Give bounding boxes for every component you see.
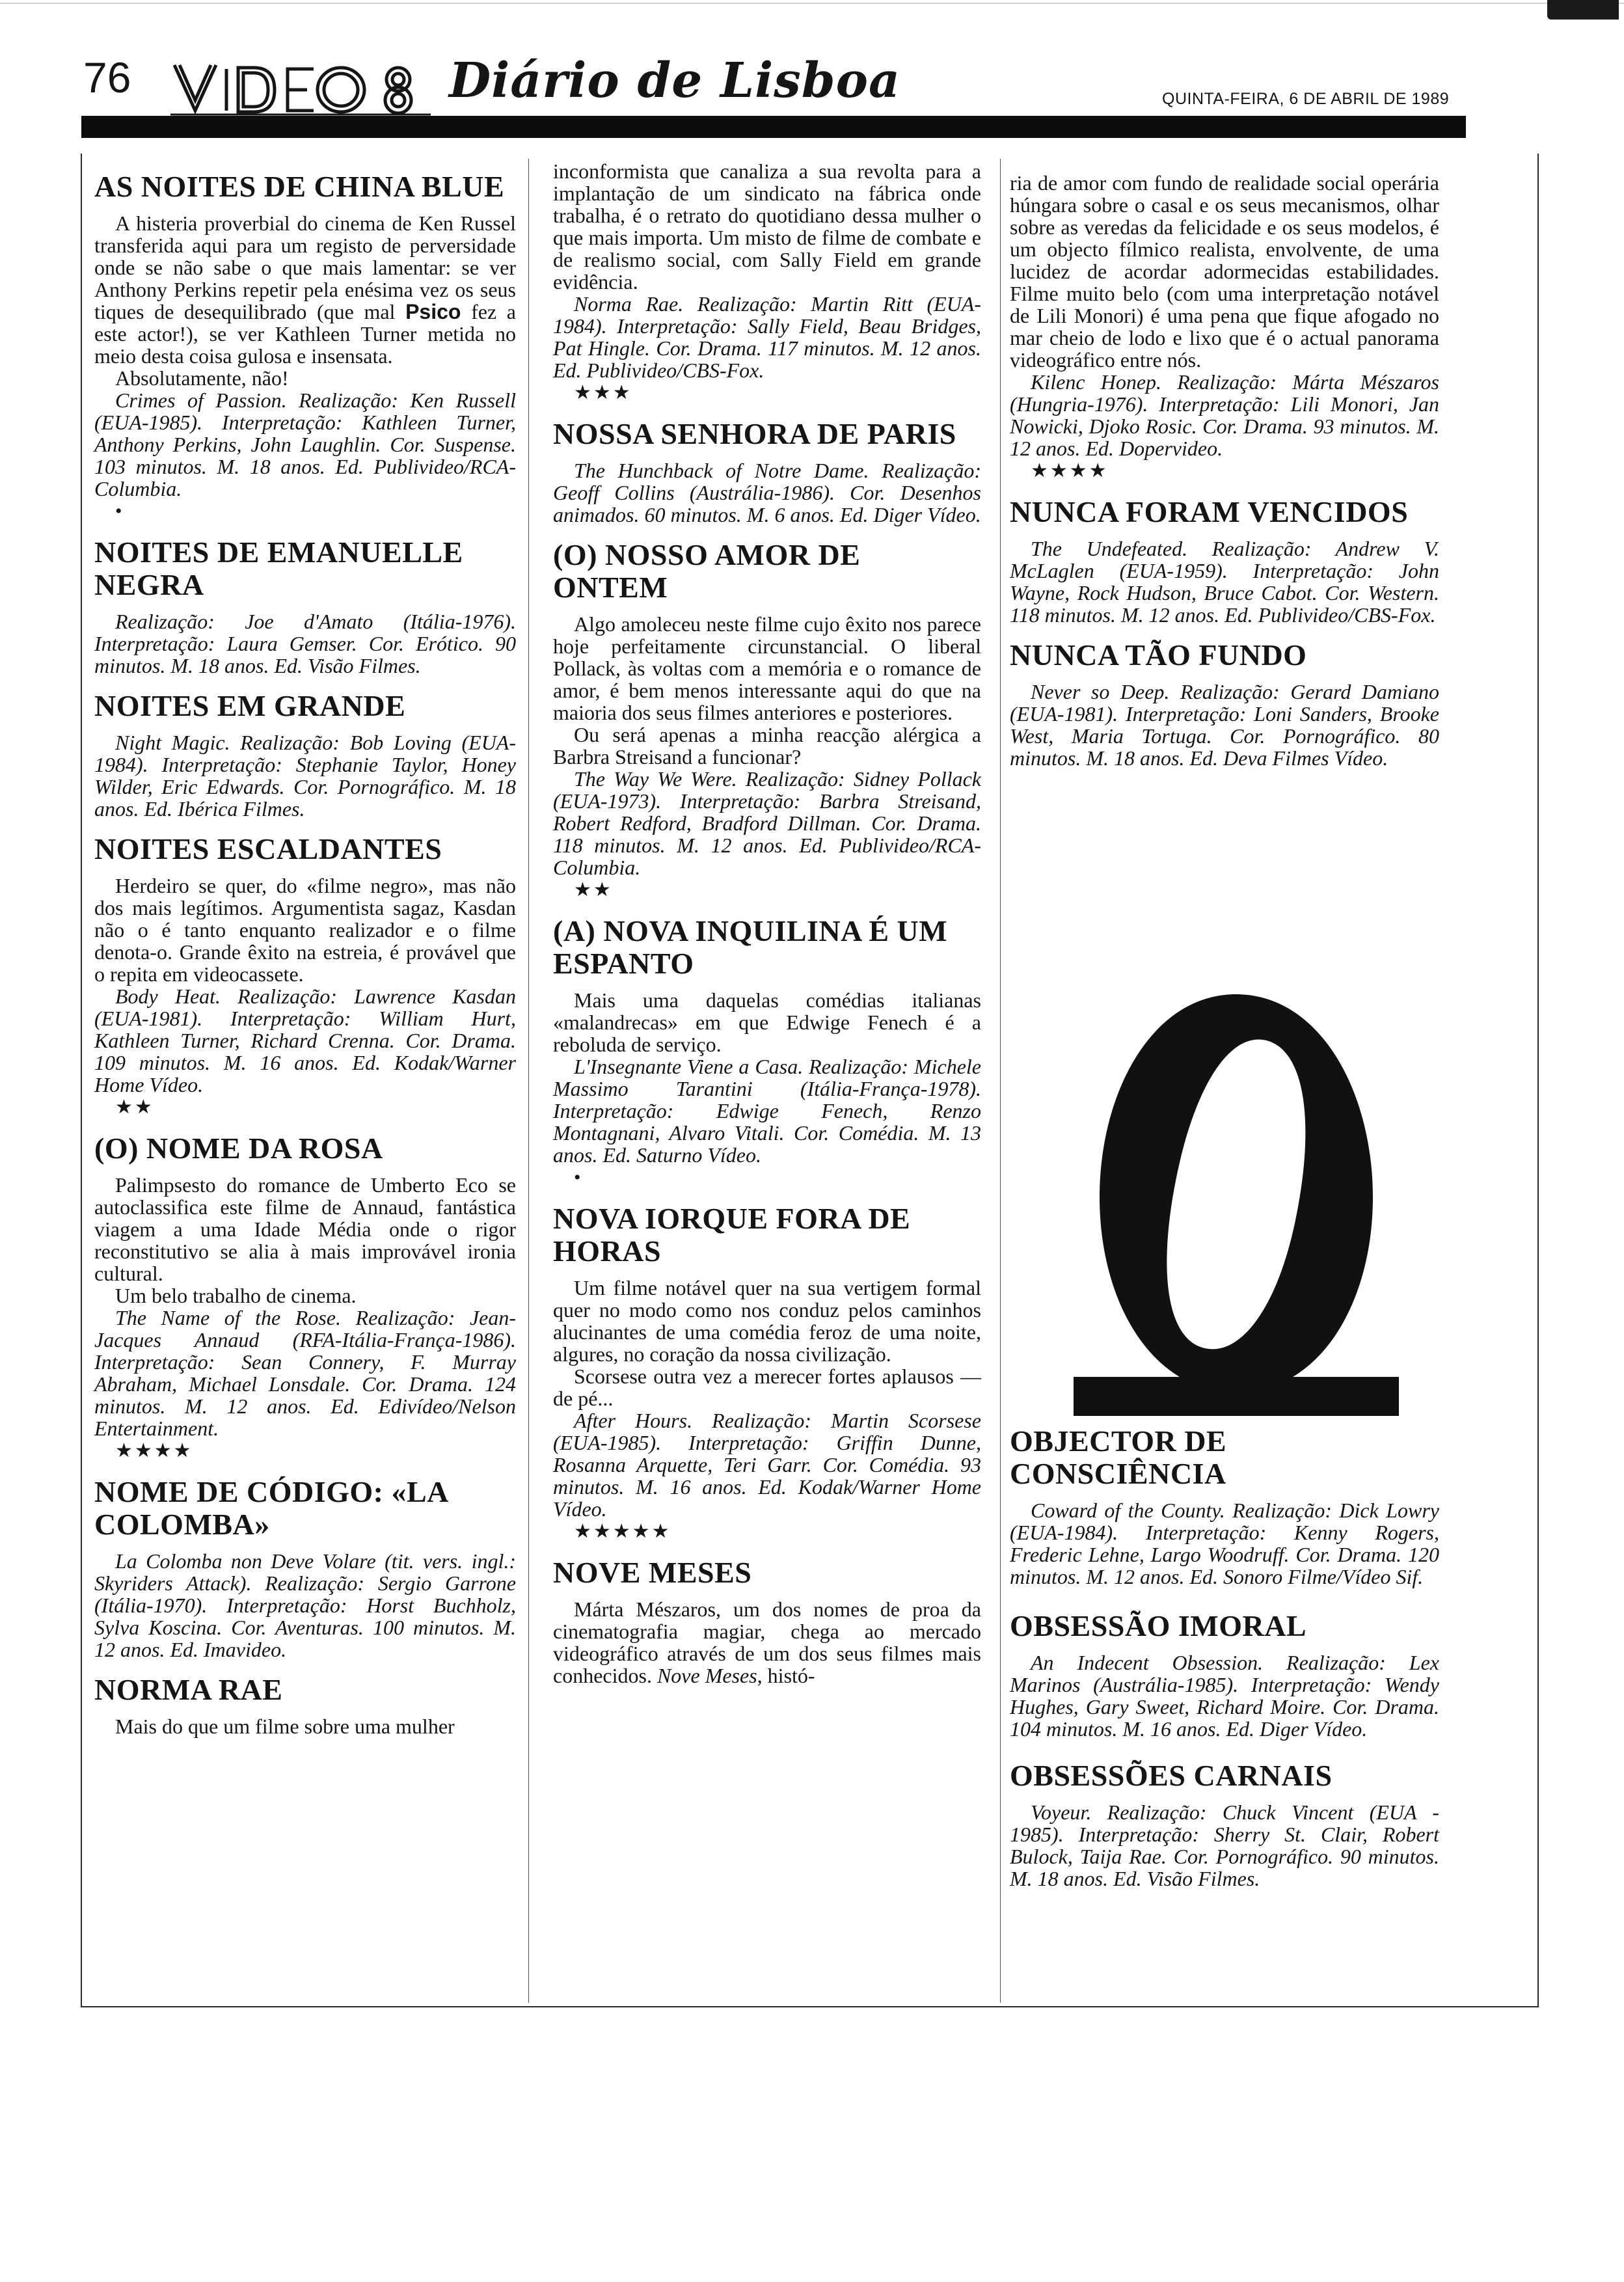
entry-credits: The Name of the Rose. Realização: Jean-Jacques Annaud (RFA-Itália-França-1986). Interpretação: Sean Connery, F. Murray Abraham, Michael Lonsdale. Cor. Drama. 124 minutos. M. 12 anos. Ed. Edivídeo/Nelson Entertainment. <box>94 1306 516 1440</box>
column-1 <box>94 170 516 1737</box>
frame-left <box>81 154 82 2007</box>
entry-review: Herdeiro se quer, do «filme negro», mas não dos mais legítimos. Argumentista sagaz, Kasdan não o é tanto enquanto realizador e o filme denota-o. Grande êxito na estreia, é provável que o repita em videocassete. <box>94 874 516 986</box>
entry-credits: Realização: Joe d'Amato (Itália-1976). Interpretação: Laura Gemser. Cor. Erótico. 90 minutos. M. 18 anos. Ed. Visão Filmes. <box>94 610 516 677</box>
entry-credits: After Hours. Realização: Martin Scorsese (EUA-1985). Interpretação: Griffin Dunne, Rosanna Arquette, Teri Garr. Cor. Comédia. 93 minutos. M. 16 anos. Ed. Kodak/Warner Home Vídeo. <box>553 1409 981 1521</box>
entry-review: Márta Mészaros, um dos nomes de proa da cinematografia magiar, chega ao mercado videográfico através de um dos seus filmes mais conhecidos. Nove Meses, histó- <box>553 1597 981 1687</box>
entry-title: NUNCA TÃO FUNDO <box>1010 638 1307 672</box>
entry-rating: ★★★ <box>574 382 632 403</box>
entry-rating: ★★ <box>574 879 613 901</box>
column-3 <box>1010 172 1439 769</box>
entry-title: NOITES ESCALDANTES <box>94 832 442 865</box>
entry-credits: Norma Rae. Realização: Martin Ritt (EUA-1984). Interpretação: Sally Field, Beau Bridges, Pat Hingle. Cor. Drama. 117 minutos. M. 12 anos. Ed. Publivideo/CBS-Fox. <box>553 292 981 382</box>
entry-title: NUNCA FORAM VENCIDOS <box>1010 495 1409 528</box>
entry-credits: L'Insegnante Viene a Casa. Realização: Michele Massimo Tarantini (Itália-França-1978). Interpretação: Edwige Fenech, Renzo Montagnani, Alvaro Vitali. Cor. Comédia. M. 13 anos. Ed. Saturno Vídeo. <box>553 1055 981 1167</box>
entry-review: Mais do que um filme sobre uma mulher <box>115 1715 455 1738</box>
entry-title: (O) NOME DA ROSA <box>94 1132 383 1165</box>
issue-date: QUINTA-FEIRA, 6 DE ABRIL DE 1989 <box>1162 90 1450 108</box>
entry-title: NOVE MESES <box>553 1556 752 1589</box>
entry-review: Algo amoleceu neste filme cujo êxito nos parece hoje perfeitamente circunstancial. O liberal Pollack, às voltas com a memória e o romance de amor, é bem menos interessante aqui do que na maioria dos seus filmes anteriores e posteriores. <box>553 612 981 724</box>
corner-binding-mark <box>1547 0 1619 20</box>
entry-credits: The Way We Were. Realização: Sidney Pollack (EUA-1973). Interpretação: Barbra Streisand, Robert Redford, Bradford Dillman. Cor. Drama. 118 minutos. M. 12 anos. Ed. Publivideo/RCA-Columbia. <box>553 767 981 879</box>
masthead: Diário de Lisboa <box>449 53 900 109</box>
entry-review-continued: ria de amor com fundo de realidade social operária húngara sobre o casal e os seus mecanismos, olhar sobre as veredas da felicidade e os seus modelos, é um objecto fílmico realista, envolvente, de uma lucidez de acordar adormecidas estabilidades. Filme muito belo (com uma interpretação notável de Lili Monori) é uma pena que fique afogado no mar cheio de lodo e lixo que é o actual panorama videográfico entre nós. <box>1010 171 1439 372</box>
entry-title: NOVA IORQUE FORA DE HORAS <box>553 1202 911 1268</box>
header-rule <box>81 116 1466 138</box>
entry-credits: The Undefeated. Realização: Andrew V. McLaglen (EUA-1959). Interpretação: John Wayne, Rock Hudson, Bruce Cabot. Cor. Western. 118 minutos. M. 12 anos. Ed. Publivideo/CBS-Fox. <box>1010 537 1439 627</box>
entry-credits: Kilenc Honep. Realização: Márta Mészaros (Hungria-1976). Interpretação: Lili Monori, Jan Nowicki, Djoko Rosic. Cor. Drama. 93 minutos. M. 12 anos. Ed. Dopervideo. <box>1010 370 1439 460</box>
entry-review-continued: inconformista que canaliza a sua revolta para a implantação de um sindicato na fábrica onde trabalha, é o retrato do quotidiano dessa mulher o que mais importa. Um misto de filme de combate e de realismo social, com Sally Field em grande evidência. <box>553 159 981 293</box>
entry-rating: ★★★★★ <box>574 1521 671 1542</box>
entry-title: NOME DE CÓDIGO: «LA COLOMBA» <box>94 1475 448 1541</box>
entry-title: OBJECTOR DE CONSCIÊNCIA <box>1010 1424 1227 1490</box>
film-title-italic: Nove Meses, <box>656 1664 763 1687</box>
entry-credits: Crimes of Passion. Realização: Ken Russell (EUA-1985). Interpretação: Kathleen Turner, Anthony Perkins, John Laughlin. Cor. Suspense. 103 minutos. M. 18 anos. Ed. Publivideo/RCA-Columbia. <box>94 388 516 500</box>
column-rule <box>1000 159 1001 2003</box>
entry-title: OBSESSÕES CARNAIS <box>1010 1759 1333 1792</box>
page-number: 76 <box>83 53 131 102</box>
entry-review: Um belo trabalho de cinema. <box>115 1284 357 1307</box>
top-edge-line <box>0 3 1624 4</box>
entry-review: Scorsese outra vez a merecer fortes aplausos — de pé... <box>553 1365 981 1410</box>
entry-review: Ou será apenas a minha reacção alérgica a Barbra Streisand a funcionar? <box>553 723 981 768</box>
entry-credits: Night Magic. Realização: Bob Loving (EUA-1984). Interpretação: Stephanie Taylor, Honey Wilder, Eric Edwards. Cor. Pornográfico. M. 18 anos. Ed. Ibérica Filmes. <box>94 731 516 821</box>
entry-rating: • <box>115 500 124 522</box>
entry-rating: ★★ <box>115 1096 154 1118</box>
entry-credits: Coward of the County. Realização: Dick Lowry (EUA-1984). Interpretação: Kenny Rogers, Frederic Lehne, Largo Woodruff. Cor. Drama. 120 minutos. M. 12 anos. Ed. Sonoro Filme/Vídeo Sif. <box>1010 1499 1439 1588</box>
frame-right <box>1537 154 1539 2007</box>
column-rule <box>528 159 529 2003</box>
entry-rating: ★★★★ <box>1031 460 1109 482</box>
column-2 <box>553 160 981 1687</box>
entry-credits: Never so Deep. Realização: Gerard Damiano (EUA-1981). Interpretação: Loni Sanders, Brooke West, Maria Tortuga. Cor. Pornográfico. 80 minutos. M. 18 anos. Ed. Deva Filmes Vídeo. <box>1010 680 1439 770</box>
entry-title: NOITES EM GRANDE <box>94 689 406 722</box>
entry-title: AS NOITES DE CHINA BLUE <box>94 170 505 203</box>
entry-title: (A) NOVA INQUILINA É UM ESPANTO <box>553 914 948 980</box>
entry-review: Absolutamente, não! <box>115 366 289 390</box>
entry-title: NORMA RAE <box>94 1673 283 1706</box>
entry-credits: The Hunchback of Notre Dame. Realização: Geoff Collins (Austrália-1986). Cor. Desenhos animados. 60 minutos. M. 6 anos. Ed. Diger Vídeo. <box>553 459 981 526</box>
film-title-bold: Psico <box>405 300 461 323</box>
entry-credits: An Indecent Obsession. Realização: Lex Marinos (Austrália-1985). Interpretação: Wendy Hughes, Gary Sweet, Richard Moire. Cor. Drama. 104 minutos. M. 16 anos. Ed. Diger Vídeo. <box>1010 1651 1439 1741</box>
entry-title: NOITES DE EMANUELLE NEGRA <box>94 536 463 601</box>
entry-title: NOSSA SENHORA DE PARIS <box>553 417 956 450</box>
entry-rating: • <box>574 1167 583 1188</box>
frame-bottom <box>81 2006 1539 2007</box>
video-89-logo-icon <box>170 60 431 116</box>
letter-o-graphic-icon <box>1074 989 1399 1419</box>
entry-rating: ★★★★ <box>115 1440 193 1461</box>
entry-credits: La Colomba non Deve Volare (tit. vers. ingl.: Skyriders Attack). Realização: Sergio Garrone (Itália-1970). Interpretação: Horst Buchholz, Sylva Koscina. Cor. Aventuras. 100 minutos. M. 12 anos. Ed. Imavideo. <box>94 1549 516 1661</box>
entry-title: OBSESSÃO IMORAL <box>1010 1609 1307 1642</box>
entry-review: Palimpsesto do romance de Umberto Eco se autoclassifica este filme de Annaud, fantástica viagem a uma Idade Média onde o rigor reconstitutivo se alia à mais improvável ironia cultural. <box>94 1173 516 1285</box>
entry-title: (O) NOSSO AMOR DE ONTEM <box>553 538 861 604</box>
entry-review: Mais uma daquelas comédias italianas «malandrecas» em que Edwige Fenech é a reboluda de serviço. <box>553 988 981 1056</box>
column-3-lower <box>1010 1425 1439 1890</box>
entry-credits: Voyeur. Realização: Chuck Vincent (EUA - 1985). Interpretação: Sherry St. Clair, Robert Bulock, Taija Rae. Cor. Pornográfico. 90 minutos. M. 18 anos. Ed. Visão Filmes. <box>1010 1800 1439 1890</box>
entry-credits: Body Heat. Realização: Lawrence Kasdan (EUA-1981). Interpretação: William Hurt, Kathleen Turner, Richard Crenna. Cor. Drama. 109 minutos. M. 16 anos. Ed. Kodak/Warner Home Vídeo. <box>94 985 516 1096</box>
entry-review: A histeria proverbial do cinema de Ken Russel transferida aqui para um registo de perversidade onde se não sabe o que mais lamentar: se ver Anthony Perkins repetir pela enésima vez os seus tiques de desequilibrado (que mal Psico fez a este actor!), se ver Kathleen Turner metida no meio desta coisa gulosa e insensata. <box>94 211 516 368</box>
entry-review: Um filme notável quer na sua vertigem formal quer no modo como nos conduz pelos caminhos alucinantes de uma comédia feroz de uma noite, algures, no coração da nossa civilização. <box>553 1276 981 1366</box>
